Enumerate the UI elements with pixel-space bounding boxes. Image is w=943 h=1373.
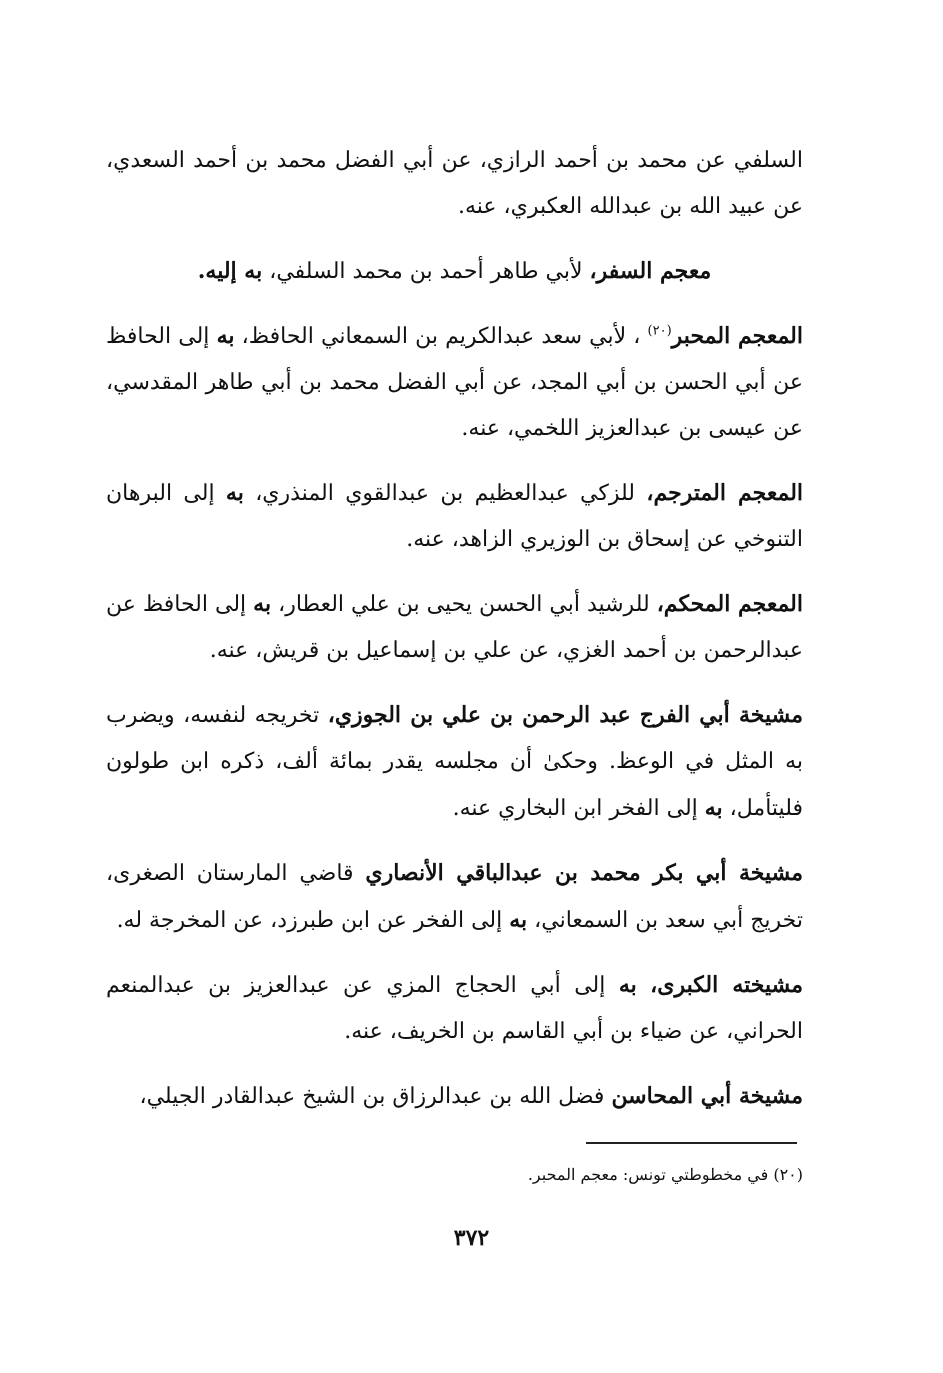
chain-marker: به إليه. [197,258,263,284]
entry-title: مشيخة أبي الفرج عبد الرحمن بن علي بن الجوزي، [327,702,803,728]
paragraph-7 [106,850,803,944]
paragraph-6 [106,692,803,832]
entry-title: مشيخة أبي المحاسن [611,1083,803,1109]
paragraph-text: للرشيد أبي الحسن يحيى بن علي العطار، [271,592,657,617]
paragraph-text-tail: إلى أبي الحجاج المزي عن عبدالعزيز بن عبدالمنعم الحراني، عن ضياء بن أبي القاسم بن الخريف، عنه. [106,973,803,1044]
paragraph-9 [106,1073,803,1120]
paragraph-text-tail: إلى الحافظ عن أبي الحسن بن أبي المجد، عن أبي الفضل محمد بن أبي طاهر المقدسي، عن عيسى بن عبدالعزيز اللخمي، عنه. [106,324,803,441]
paragraph-text [637,973,650,998]
paragraph-text: فضل الله بن عبدالرزاق بن الشيخ عبدالقادر الجيلي، [139,1084,612,1109]
chain-marker: به [509,907,528,933]
page-number: ٣٧٢ [453,1225,490,1251]
paragraph-text-tail: إلى الحافظ عن عبدالرحمن بن أحمد الغزي، عن علي بن إسماعيل بن قريش، عنه. [106,592,803,663]
paragraph-text: السلفي عن محمد بن أحمد الرازي، عن أبي الفضل محمد بن أحمد السعدي، عن عبيد الله بن عبدالله العكبري، عنه. [106,148,803,219]
footnote-separator [586,1142,797,1144]
paragraph-text-tail: إلى البرهان التنوخي عن إسحاق بن الوزيري الزاهد، عنه. [106,481,803,552]
paragraph-4 [106,470,803,563]
footnote [143,1162,803,1188]
paragraph-text: تخريجه لنفسه، ويضرب به المثل في الوعظ. وحكىٰ أن مجلسه يقدر بمائة ألف، ذكره ابن طولون فليتأمل، [106,703,803,821]
paragraph-1 [106,138,803,230]
paragraph-8 [106,962,803,1055]
paragraph-2 [106,248,803,295]
footnote-reference[interactable]: (٢٠) [647,323,672,339]
paragraph-text: قاضي المارستان الصغرى، تخريج أبي سعد بن السمعاني، [106,861,803,933]
entry-title: المعجم المحبر [671,323,803,349]
chain-marker: به [253,591,272,617]
entry-title: معجم السفر، [589,258,712,284]
body-text [106,138,803,1138]
chain-marker: به [216,323,235,349]
paragraph-text: ، لأبي سعد عبدالكريم بن السمعاني الحافظ، [234,324,648,349]
entry-title: مشيخة أبي بكر محمد بن عبدالباقي الأنصاري [365,860,803,886]
footnote-number: (٢٠) [773,1165,803,1184]
paragraph-text: لأبي طاهر أحمد بن محمد السلفي، [262,259,590,284]
chain-marker: به [225,480,244,506]
paragraph-5 [106,581,803,674]
entry-title: المعجم المحكم، [656,591,803,617]
paragraph-text-tail: إلى الفخر ابن البخاري عنه. [452,796,705,821]
paragraph-3 [106,313,803,452]
paragraph-text: للزكي عبدالعظيم بن عبدالقوي المنذري، [243,481,647,506]
chain-marker: به [618,972,637,998]
entry-title: مشيخته الكبرى، [650,972,804,998]
footnote-text: في مخطوطتي تونس: معجم المحبر. [527,1165,769,1184]
chain-marker: به [704,795,723,821]
entry-title: المعجم المترجم، [646,480,804,506]
paragraph-text-tail: إلى الفخر عن ابن طبرزد، عن المخرجة له. [116,908,510,933]
